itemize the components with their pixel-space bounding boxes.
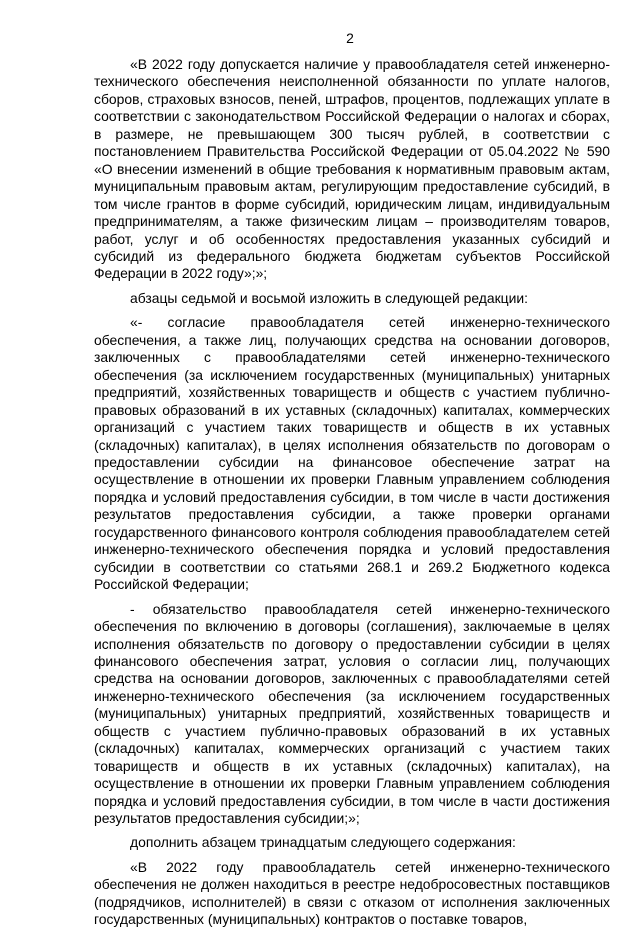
paragraph-obligation-contracts: - обязательство правообладателя сетей инженерно-технического обеспечения по включению в договоры (соглашения), заключаемые в целях исполнения обязательств по договору о предоставлении субсидии в целях финансового обеспечения затрат, условия о согласии лиц, получающих средства на основании договоров, заключенных с правообладателями сетей инженерно-технического обеспечения (за исключением государственных (муниципальных) унитарных предприятий, хозяйственных товариществ и обществ с участием публично-правовых образований в их уставных (складочных) капиталах, коммерческих организаций с участием таких товариществ и обществ в их уставных (складочных) капиталах), на осуществление в отношении их проверки Главным управлением соблюдения порядка и условий предоставления субсидии, в том числе в части достижения результатов предоставления субсидии;»; [94, 600, 610, 827]
paragraph-add-thirteenth: дополнить абзацем тринадцатым следующего содержания: [130, 834, 516, 851]
paragraph-consent-inspection: «- согласие правообладателя сетей инженерно-технического обеспечения, а также лиц, получающих средства на основании договоров, заключенных с правообладателями сетей инженерно-технического обеспечения (за исключением государственных (муниципальных) унитарных предприятий, хозяйственных товариществ и обществ с участием публично-правовых образований в их уставных (складочных) капиталах, коммерческих организаций с участием таких товариществ и обществ в их уставных (складочных) капиталах), в целях исполнения обязательств по договорам о предоставлении субсидии на финансовое обеспечение затрат на осуществление в отношении их проверки Главным управлением соблюдения порядка и условий предоставления субсидии, в том числе в части достижения результатов предоставления субсидии, а также проверки органами государственного финансового контроля соблюдения правообладателем сетей инженерно-технического обеспечения порядка и условий предоставления субсидии в соответствии со статьями 268.1 и 269.2 Бюджетного кодекса Российской Федерации; [94, 314, 610, 593]
paragraph-2022-registry: «В 2022 году правообладатель сетей инженерно-технического обеспечения не должен находиться в реестре недобросовестных поставщиков (подрядчиков, исполнителей) в связи с отказом от исполнения заключенных государственных (муниципальных) контрактов о поставке товаров, [94, 858, 610, 928]
paragraph-amend-seventh-eighth: абзацы седьмой и восьмой изложить в следующей редакции: [130, 289, 529, 306]
paragraph-2022-tax-arrears: «В 2022 году допускается наличие у правообладателя сетей инженерно-технического обеспечения неисполненной обязанности по уплате налогов, сборов, страховых взносов, пеней, штрафов, процентов, подлежащих уплате в соответствии с законодательством Российской Федерации о налогах и сборах, в размере, не превышающем 300 тысяч рублей, в соответствии с постановлением Правительства Российской Федерации от 05.04.2022 № 590 «О внесении изменений в общие требования к нормативным правовым актам, муниципальным правовым актам, регулирующим предоставление субсидий, в том числе грантов в форме субсидий, юридическим лицам, индивидуальным предпринимателям, а также физическим лицам – производителям товаров, работ, услуг и об особенностях предоставления указанных субсидий и субсидий из федерального бюджета бюджетам субъектов Российской Федерации в 2022 году»;»; [94, 56, 610, 282]
document-body [94, 56, 610, 936]
page-number: 2 [346, 30, 354, 46]
